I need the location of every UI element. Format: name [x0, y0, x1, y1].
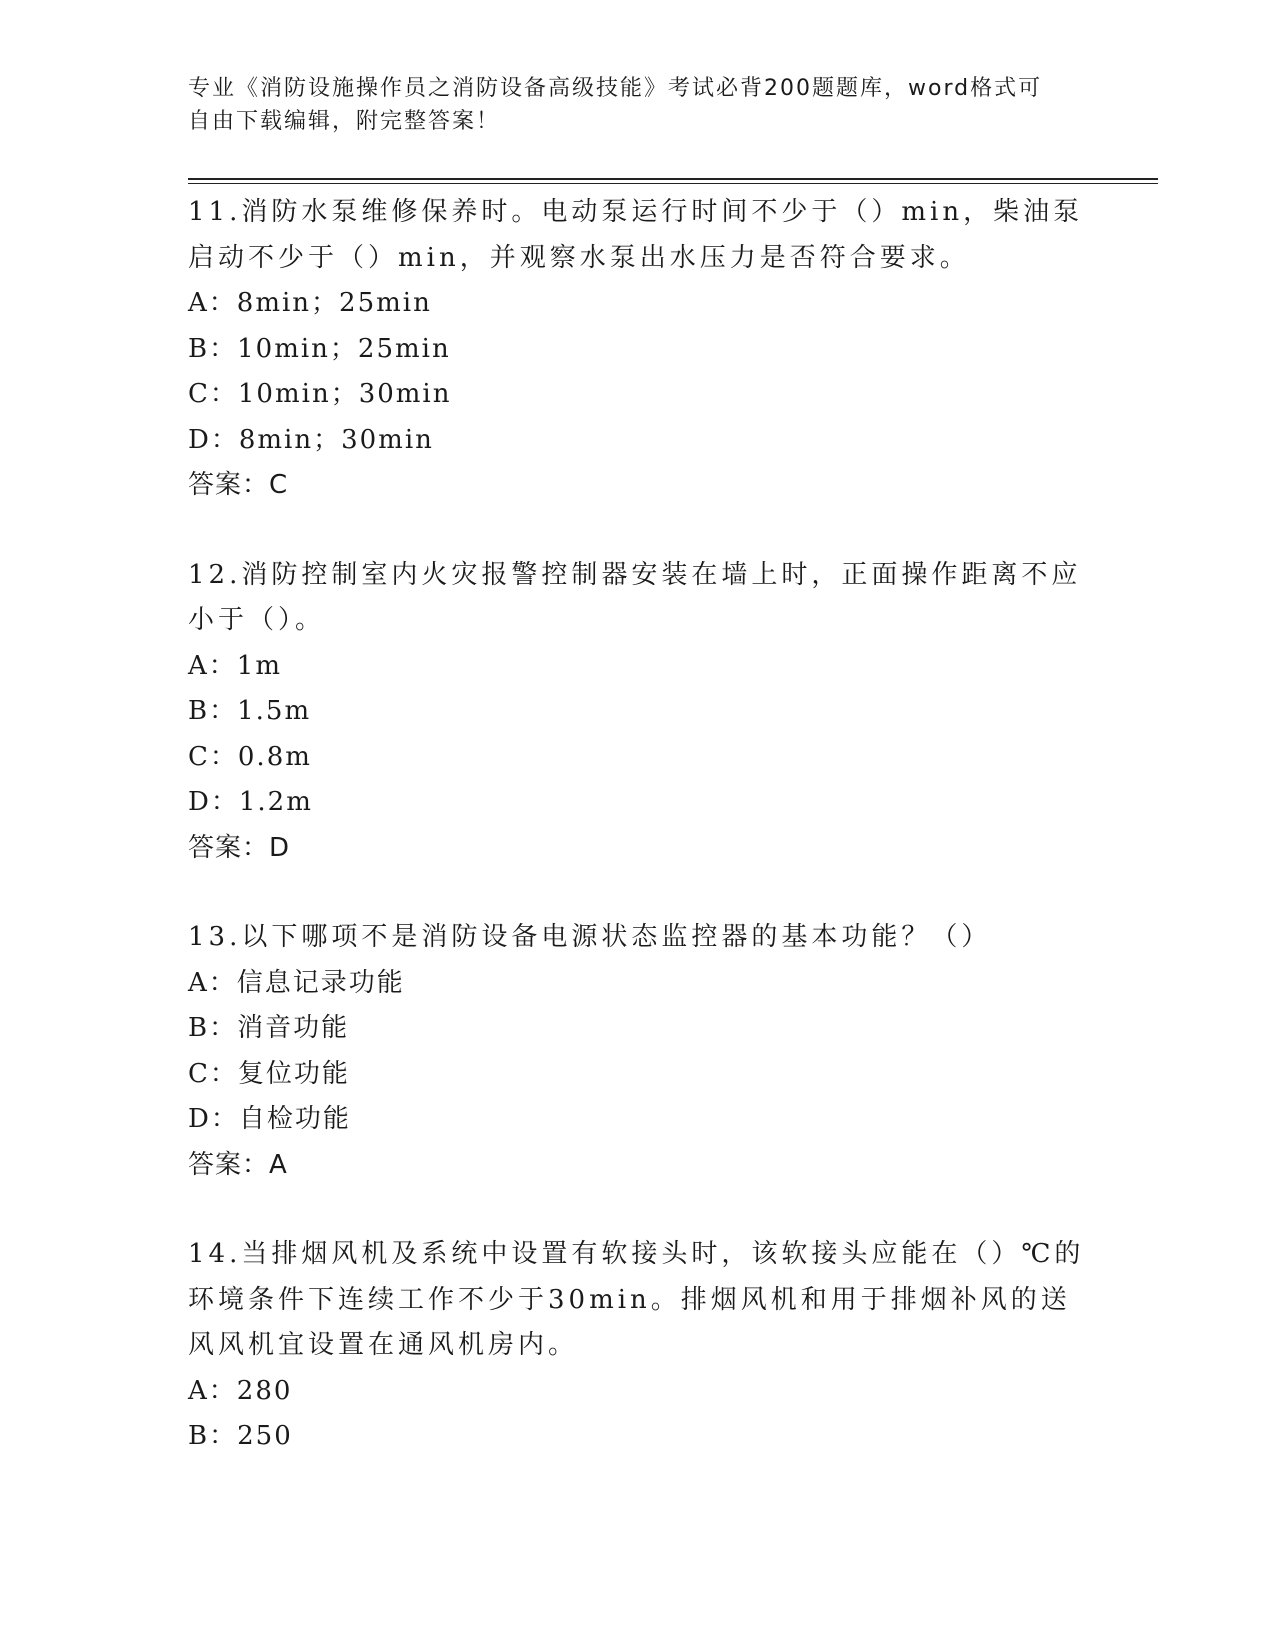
- option-a: A：280: [188, 1375, 293, 1406]
- option-b: B：1.5m: [188, 696, 312, 726]
- option-c: C：0.8m: [188, 741, 312, 772]
- option-c: C：10min；30min: [188, 379, 452, 409]
- question-text: 11.消防水泵维修保养时。电动泵运行时间不少于（）min，柴油泵启动不少于（）min，并观察水泵出水压力是否符合要求。: [188, 197, 1084, 273]
- document-page: [188, 72, 1158, 1504]
- answer-line: 答案：D: [188, 832, 291, 863]
- option-b: B：250: [188, 1421, 293, 1451]
- option-a: A：8min；25min: [188, 288, 432, 318]
- option-a: A：1m: [188, 650, 282, 681]
- option-b: B：10min；25min: [188, 333, 451, 364]
- option-a: A：信息记录功能: [188, 967, 405, 998]
- option-d: D：1.2m: [188, 787, 313, 817]
- answer-line: 答案：C: [188, 470, 289, 500]
- question-item: [188, 190, 1158, 509]
- question-text: 13.以下哪项不是消防设备电源状态监控器的基本功能？（）: [188, 922, 992, 952]
- option-b: B：消音功能: [188, 1013, 350, 1043]
- option-d: D：自检功能: [188, 1104, 351, 1134]
- option-d: D：8min；30min: [188, 424, 434, 455]
- question-item: [188, 553, 1158, 872]
- answer-line: 答案：A: [188, 1149, 288, 1180]
- question-text: 12.消防控制室内火灾报警控制器安装在墙上时，正面操作距离不应小于（）。: [188, 559, 1082, 635]
- question-item: [188, 915, 1158, 1188]
- option-c: C：复位功能: [188, 1058, 350, 1089]
- question-list: [188, 190, 1158, 1460]
- header-divider: [188, 178, 1158, 180]
- document-header: 专业《消防设施操作员之消防设备高级技能》考试必背200题题库，word格式可自由下载编辑，附完整答案！: [188, 76, 1043, 134]
- question-text: 14.当排烟风机及系统中设置有软接头时，该软接头应能在（）℃的环境条件下连续工作不少于30min。排烟风机和用于排烟补风的送风风机宜设置在通风机房内。: [188, 1239, 1085, 1360]
- question-item: [188, 1232, 1158, 1460]
